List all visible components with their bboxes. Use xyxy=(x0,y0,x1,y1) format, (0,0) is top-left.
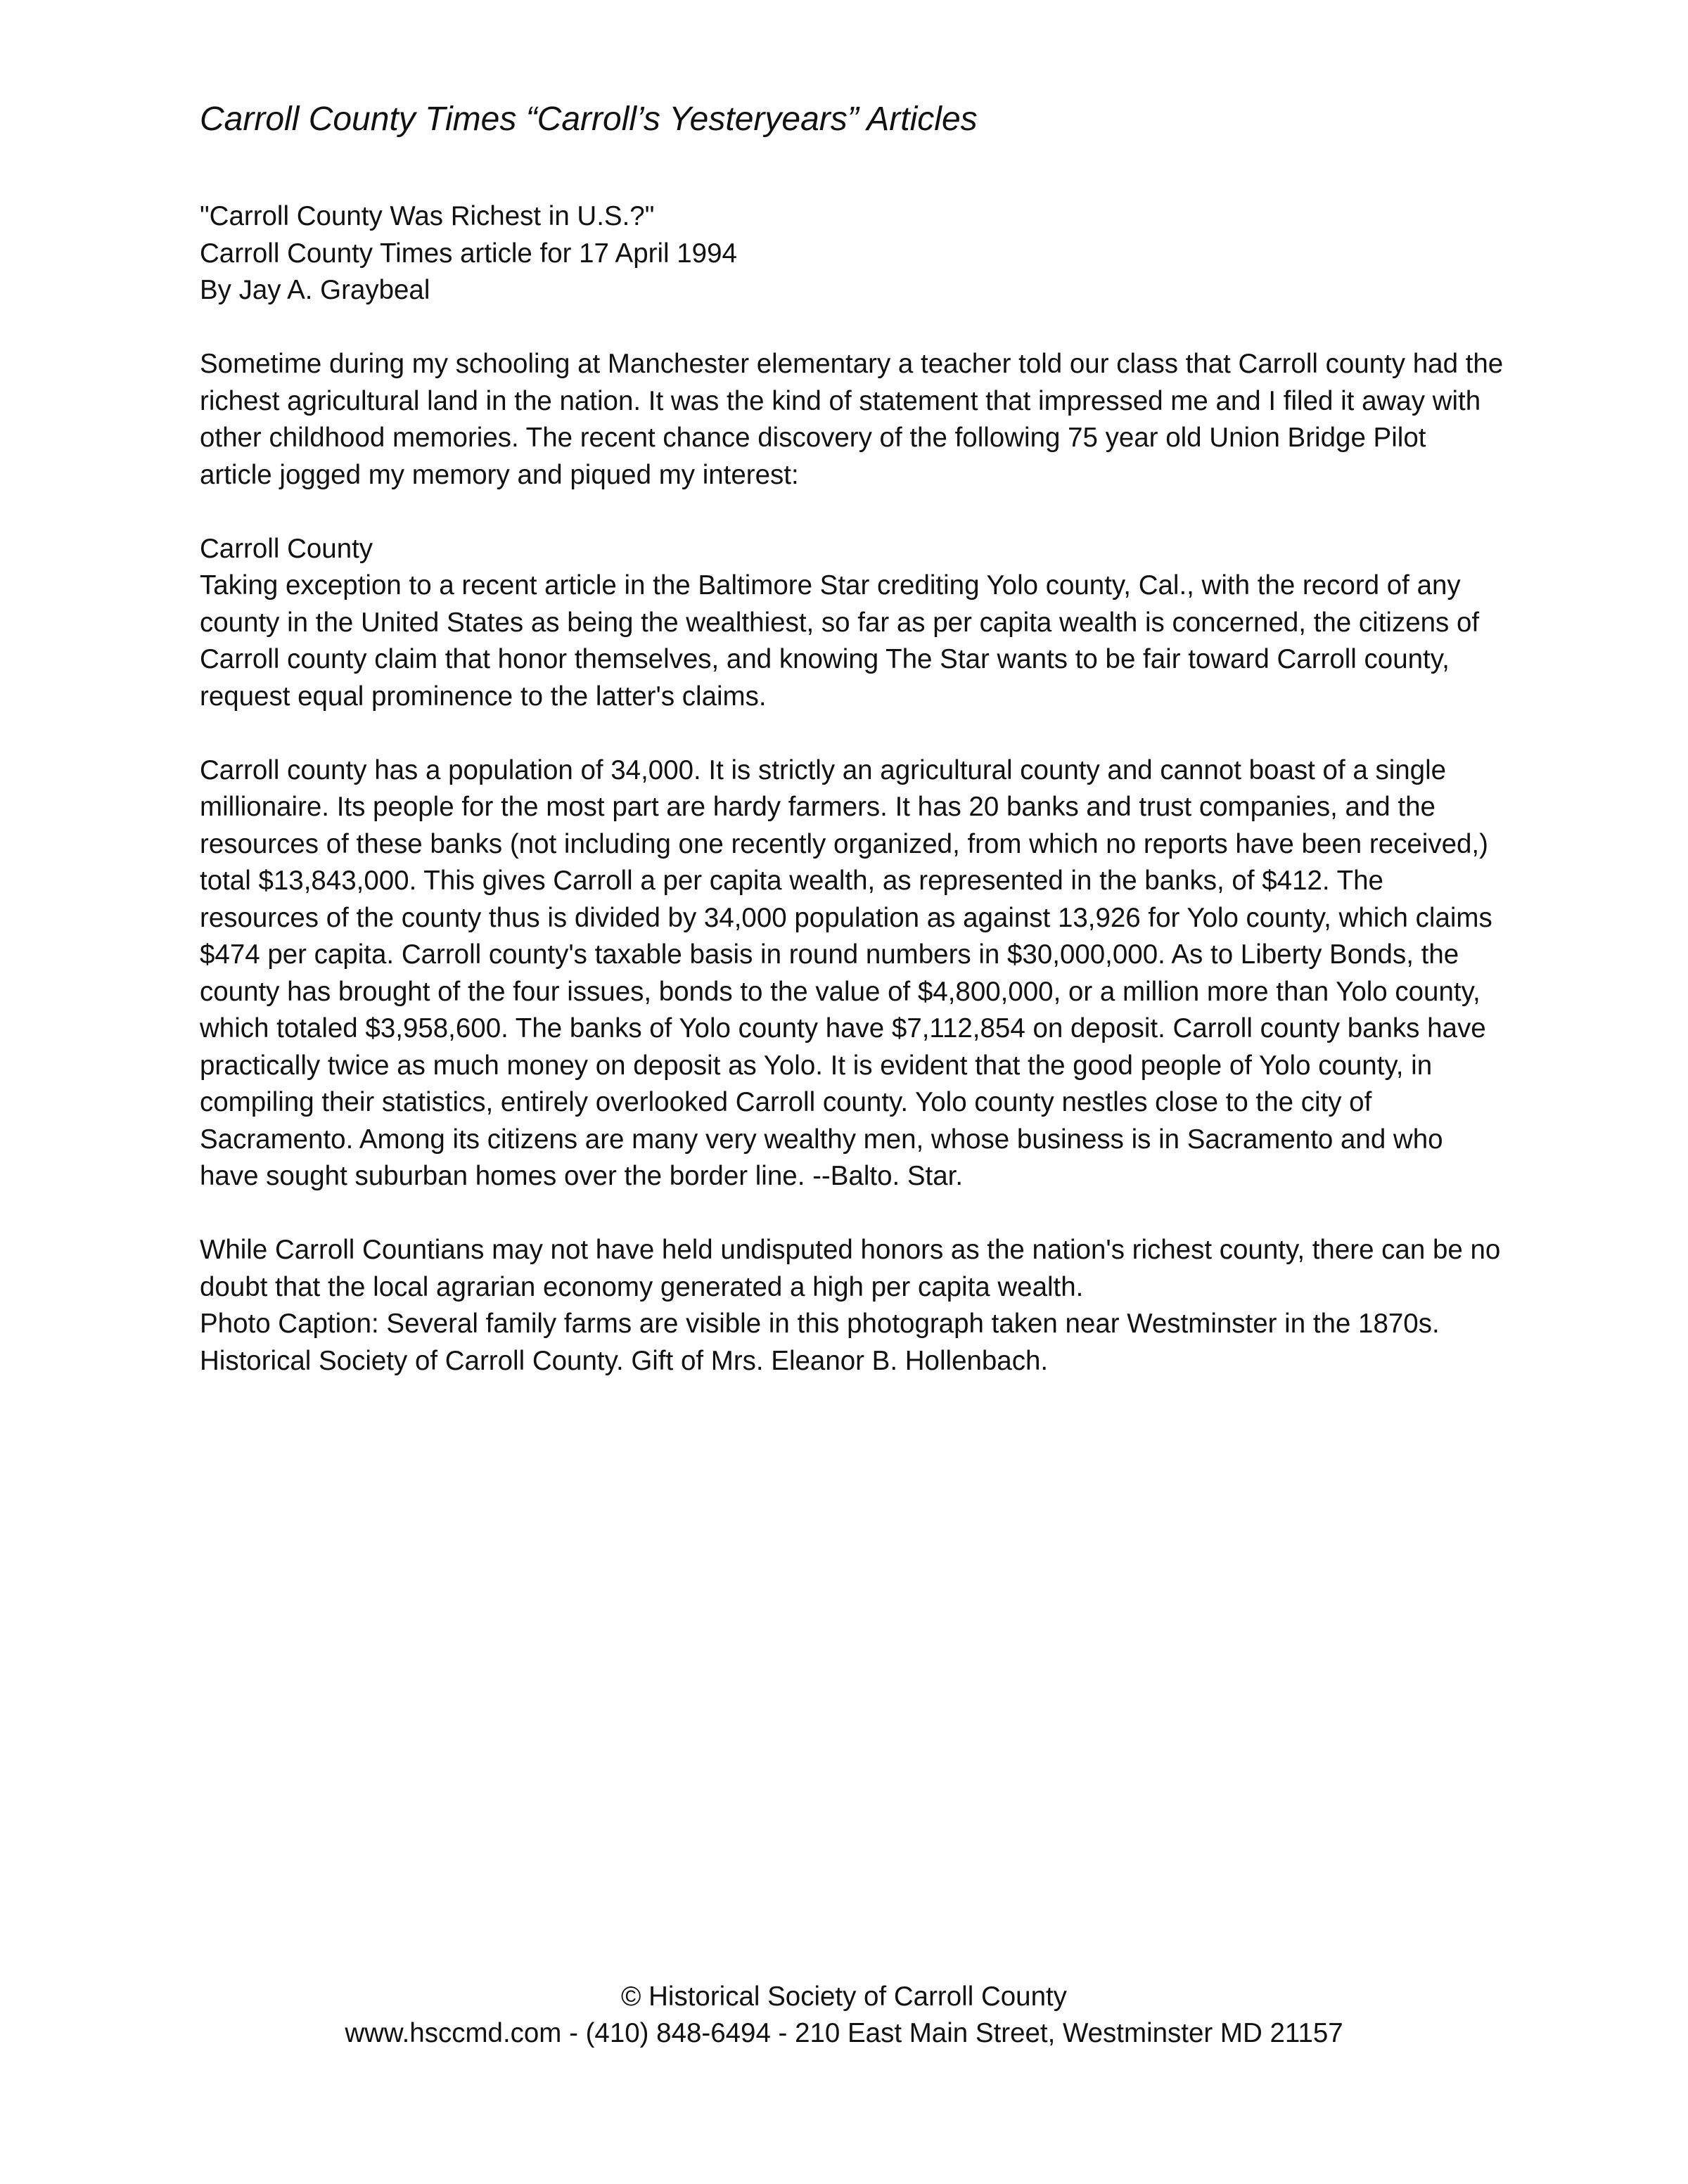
footer-copyright: © Historical Society of Carroll County xyxy=(621,1981,1067,2012)
article-body xyxy=(200,198,1505,1380)
quoted-heading: Carroll County xyxy=(200,533,373,564)
byline: By Jay A. Graybeal xyxy=(200,275,430,305)
photo-credit: Historical Society of Carroll County. Gift of Mrs. Eleanor B. Hollenbach. xyxy=(200,1345,1049,1376)
footer-contact: www.hsccmd.com - (410) 848-6494 - 210 East Main Street, Westminster MD 21157 xyxy=(345,2018,1343,2048)
quoted-paragraph-2: Carroll county has a population of 34,000. It is strictly an agricultural county and cannot boast of a single millionaire. Its people for the most part are hardy farmers. It has 20 banks and trust companies, and the resources of these banks (not including one recently organized, from which no reports have been received,) total $13,843,000. This gives Carroll a per capita wealth, as represented in the banks, of $412. The resources of the county thus is divided by 34,000 population as against 13,926 for Yolo county, which claims $474 per capita. Carroll county's taxable basis in round numbers in $30,000,000. As to Liberty Bonds, the county has brought of the four issues, bonds to the value of $4,800,000, or a million more than Yolo county, which totaled $3,958,600. The banks of Yolo county have $7,112,854 on deposit. Carroll county banks have practically twice as much money on deposit as Yolo. It is evident that the good people of Yolo county, in compiling their statistics, entirely overlooked Carroll county. Yolo county nestles close to the city of Sacramento. Among its citizens are many very wealthy men, whose business is in Sacramento and who have sought suburban homes over the border line. --Balto. Star. xyxy=(200,754,1492,1191)
paragraph-gap xyxy=(200,715,1505,752)
intro-paragraph: Sometime during my schooling at Manchester elementary a teacher told our class that Carroll county had the richest agricultural land in the nation. It was the kind of statement that impressed me and I filed it away with other childhood memories. The recent chance discovery of the following 75 year old Union Bridge Pilot article jogged my memory and piqued my interest: xyxy=(200,349,1504,490)
page-footer xyxy=(0,1979,1688,2052)
paragraph-gap xyxy=(200,309,1505,347)
publication-line: Carroll County Times article for 17 April 1994 xyxy=(200,238,737,269)
paragraph-gap xyxy=(200,1195,1505,1233)
quoted-paragraph-1: Taking exception to a recent article in the Baltimore Star crediting Yolo county, Cal., with the record of any county in the United States as being the wealthiest, so far as per capita wealth is concerned, the citizens of Carroll county claim that honor themselves, and knowing The Star wants to be fair toward Carroll county, request equal prominence to the latter's claims. xyxy=(200,570,1480,712)
paragraph-gap xyxy=(200,494,1505,531)
article-headline: "Carroll County Was Richest in U.S.?" xyxy=(200,201,655,231)
conclusion-paragraph: While Carroll Countians may not have held undisputed honors as the nation's richest county, there can be no doubt that the local agrarian economy generated a high per capita wealth. xyxy=(200,1235,1501,1302)
photo-caption: Photo Caption: Several family farms are visible in this photograph taken near Westminster in the 1870s. xyxy=(200,1309,1440,1339)
series-title: Carroll County Times “Carroll’s Yesteryears” Articles xyxy=(200,101,978,138)
